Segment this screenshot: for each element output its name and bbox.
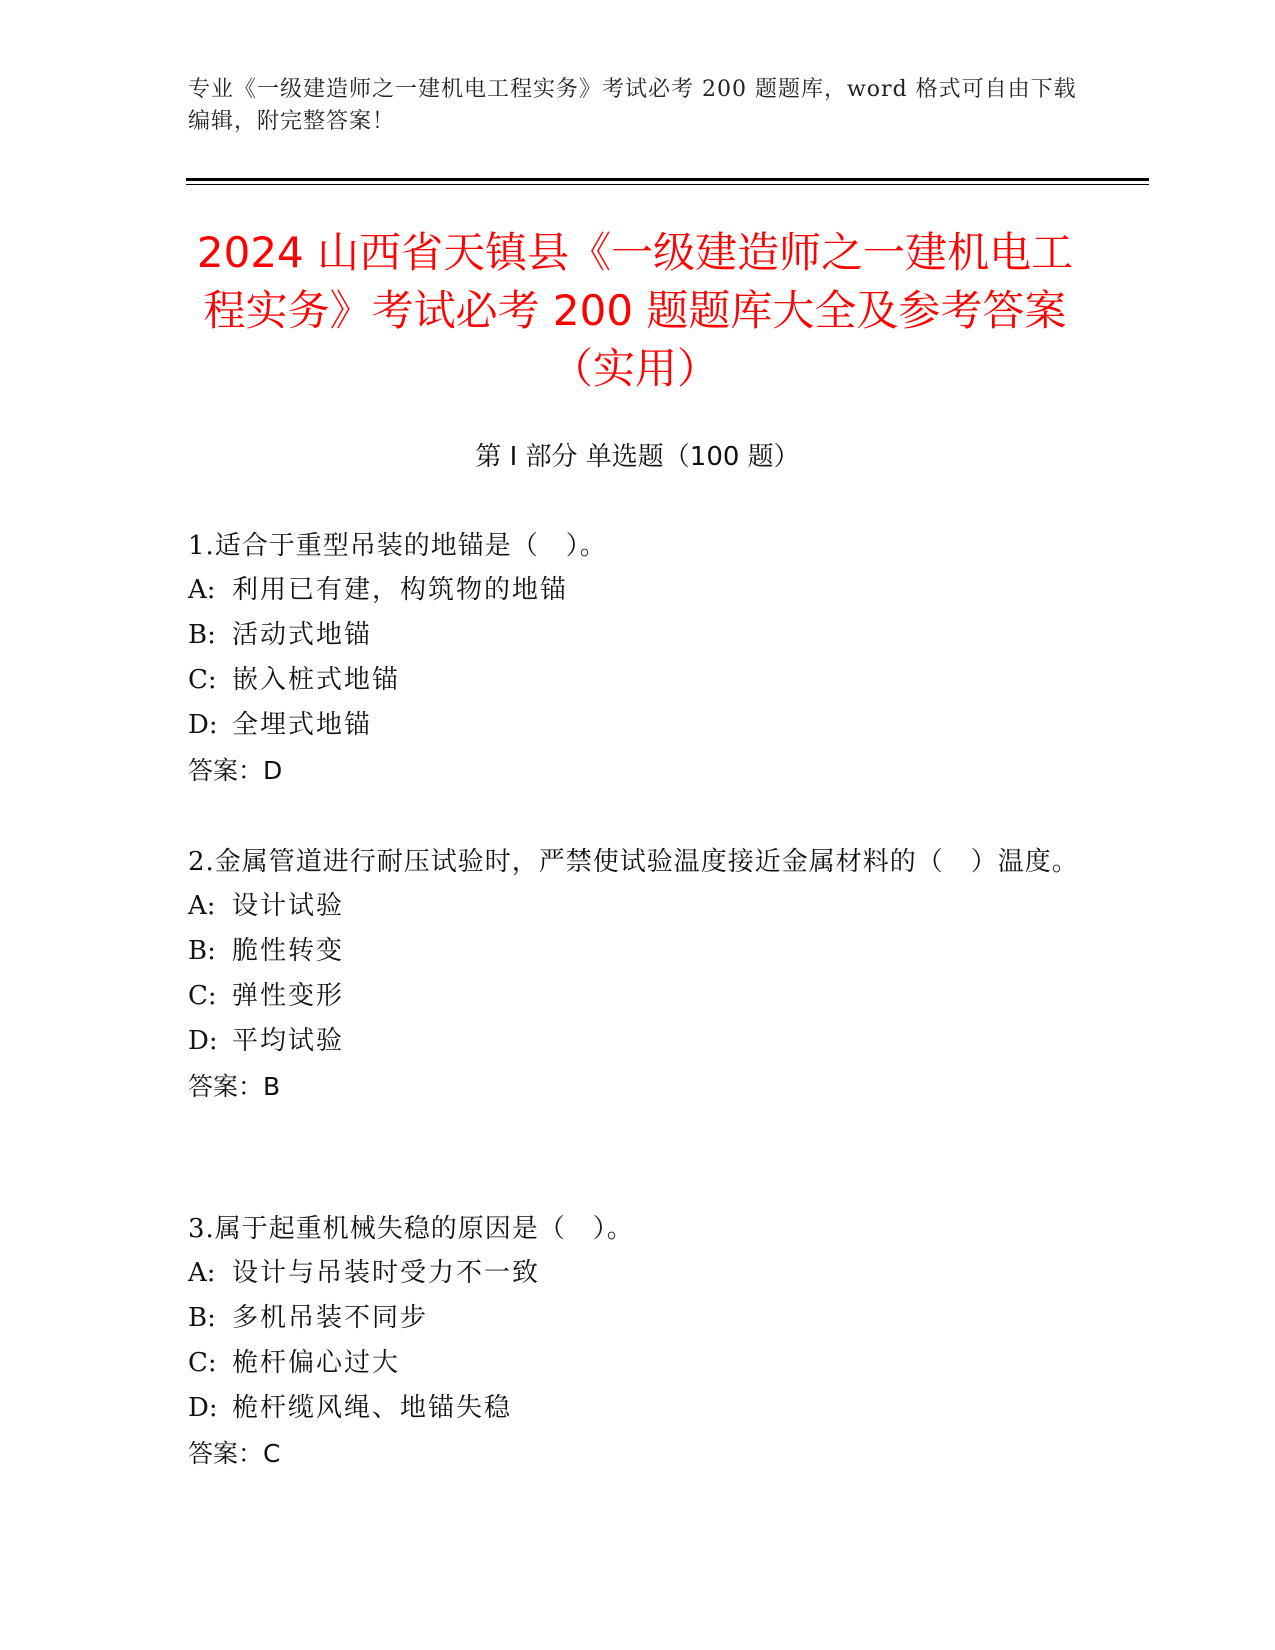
option-c [188,974,1088,1019]
option-d [188,1386,1088,1431]
answer-line: 答案：D [188,756,283,785]
option-letter: C: [188,981,217,1011]
question-2 [188,840,1088,1109]
option-a [188,884,1088,929]
option-b [188,613,1088,658]
option-text: 多机吊装不同步 [232,1303,429,1333]
option-letter: A: [188,891,216,921]
option-letter: D: [188,710,218,740]
option-text: 全埋式地锚 [232,710,373,740]
option-letter: B: [188,1303,216,1333]
option-letter: A: [188,1258,216,1288]
option-b [188,929,1088,974]
option-text: 嵌入桩式地锚 [232,665,401,695]
option-text: 桅杆缆风绳、地锚失稳 [232,1393,513,1423]
answer-line: 答案：C [188,1439,281,1468]
header-divider-thick [186,178,1149,181]
option-text: 弹性变形 [232,981,345,1011]
option-text: 设计与吊装时受力不一致 [232,1258,541,1288]
header-note: 专业《一级建造师之一建机电工程实务》考试必考 200 题题库，word 格式可自由下载编辑，附完整答案！ [188,77,1077,134]
option-text: 平均试验 [232,1026,345,1056]
option-b [188,1296,1088,1341]
option-letter: D: [188,1393,218,1423]
option-letter: D: [188,1026,218,1056]
question-stem: 1.适合于重型吊装的地锚是（ ）。 [188,531,607,561]
option-c [188,1341,1088,1386]
option-text: 利用已有建，构筑物的地锚 [232,575,569,605]
option-text: 活动式地锚 [232,620,373,650]
option-text: 设计试验 [232,891,345,921]
option-d [188,703,1088,748]
option-c [188,658,1088,703]
option-letter: B: [188,936,216,966]
option-a [188,568,1088,613]
document-title: 2024 山西省天镇县《一级建造师之一建机电工程实务》考试必考 200 题题库大全及参考答案（实用） [196,228,1074,393]
option-text: 脆性转变 [232,936,345,966]
question-3 [188,1207,1088,1476]
option-a [188,1251,1088,1296]
question-stem: 2.金属管道进行耐压试验时，严禁使试验温度接近金属材料的（ ）温度。 [188,847,1079,877]
question-1 [188,524,1088,793]
header-divider-thin [186,184,1149,185]
option-d [188,1019,1088,1064]
option-letter: B: [188,620,216,650]
section-title: 第 I 部分 单选题（100 题） [475,442,800,472]
option-letter: C: [188,1348,217,1378]
question-stem: 3.属于起重机械失稳的原因是（ ）。 [188,1214,634,1244]
option-letter: C: [188,665,217,695]
answer-line: 答案：B [188,1072,281,1101]
option-text: 桅杆偏心过大 [232,1348,401,1378]
option-letter: A: [188,575,216,605]
